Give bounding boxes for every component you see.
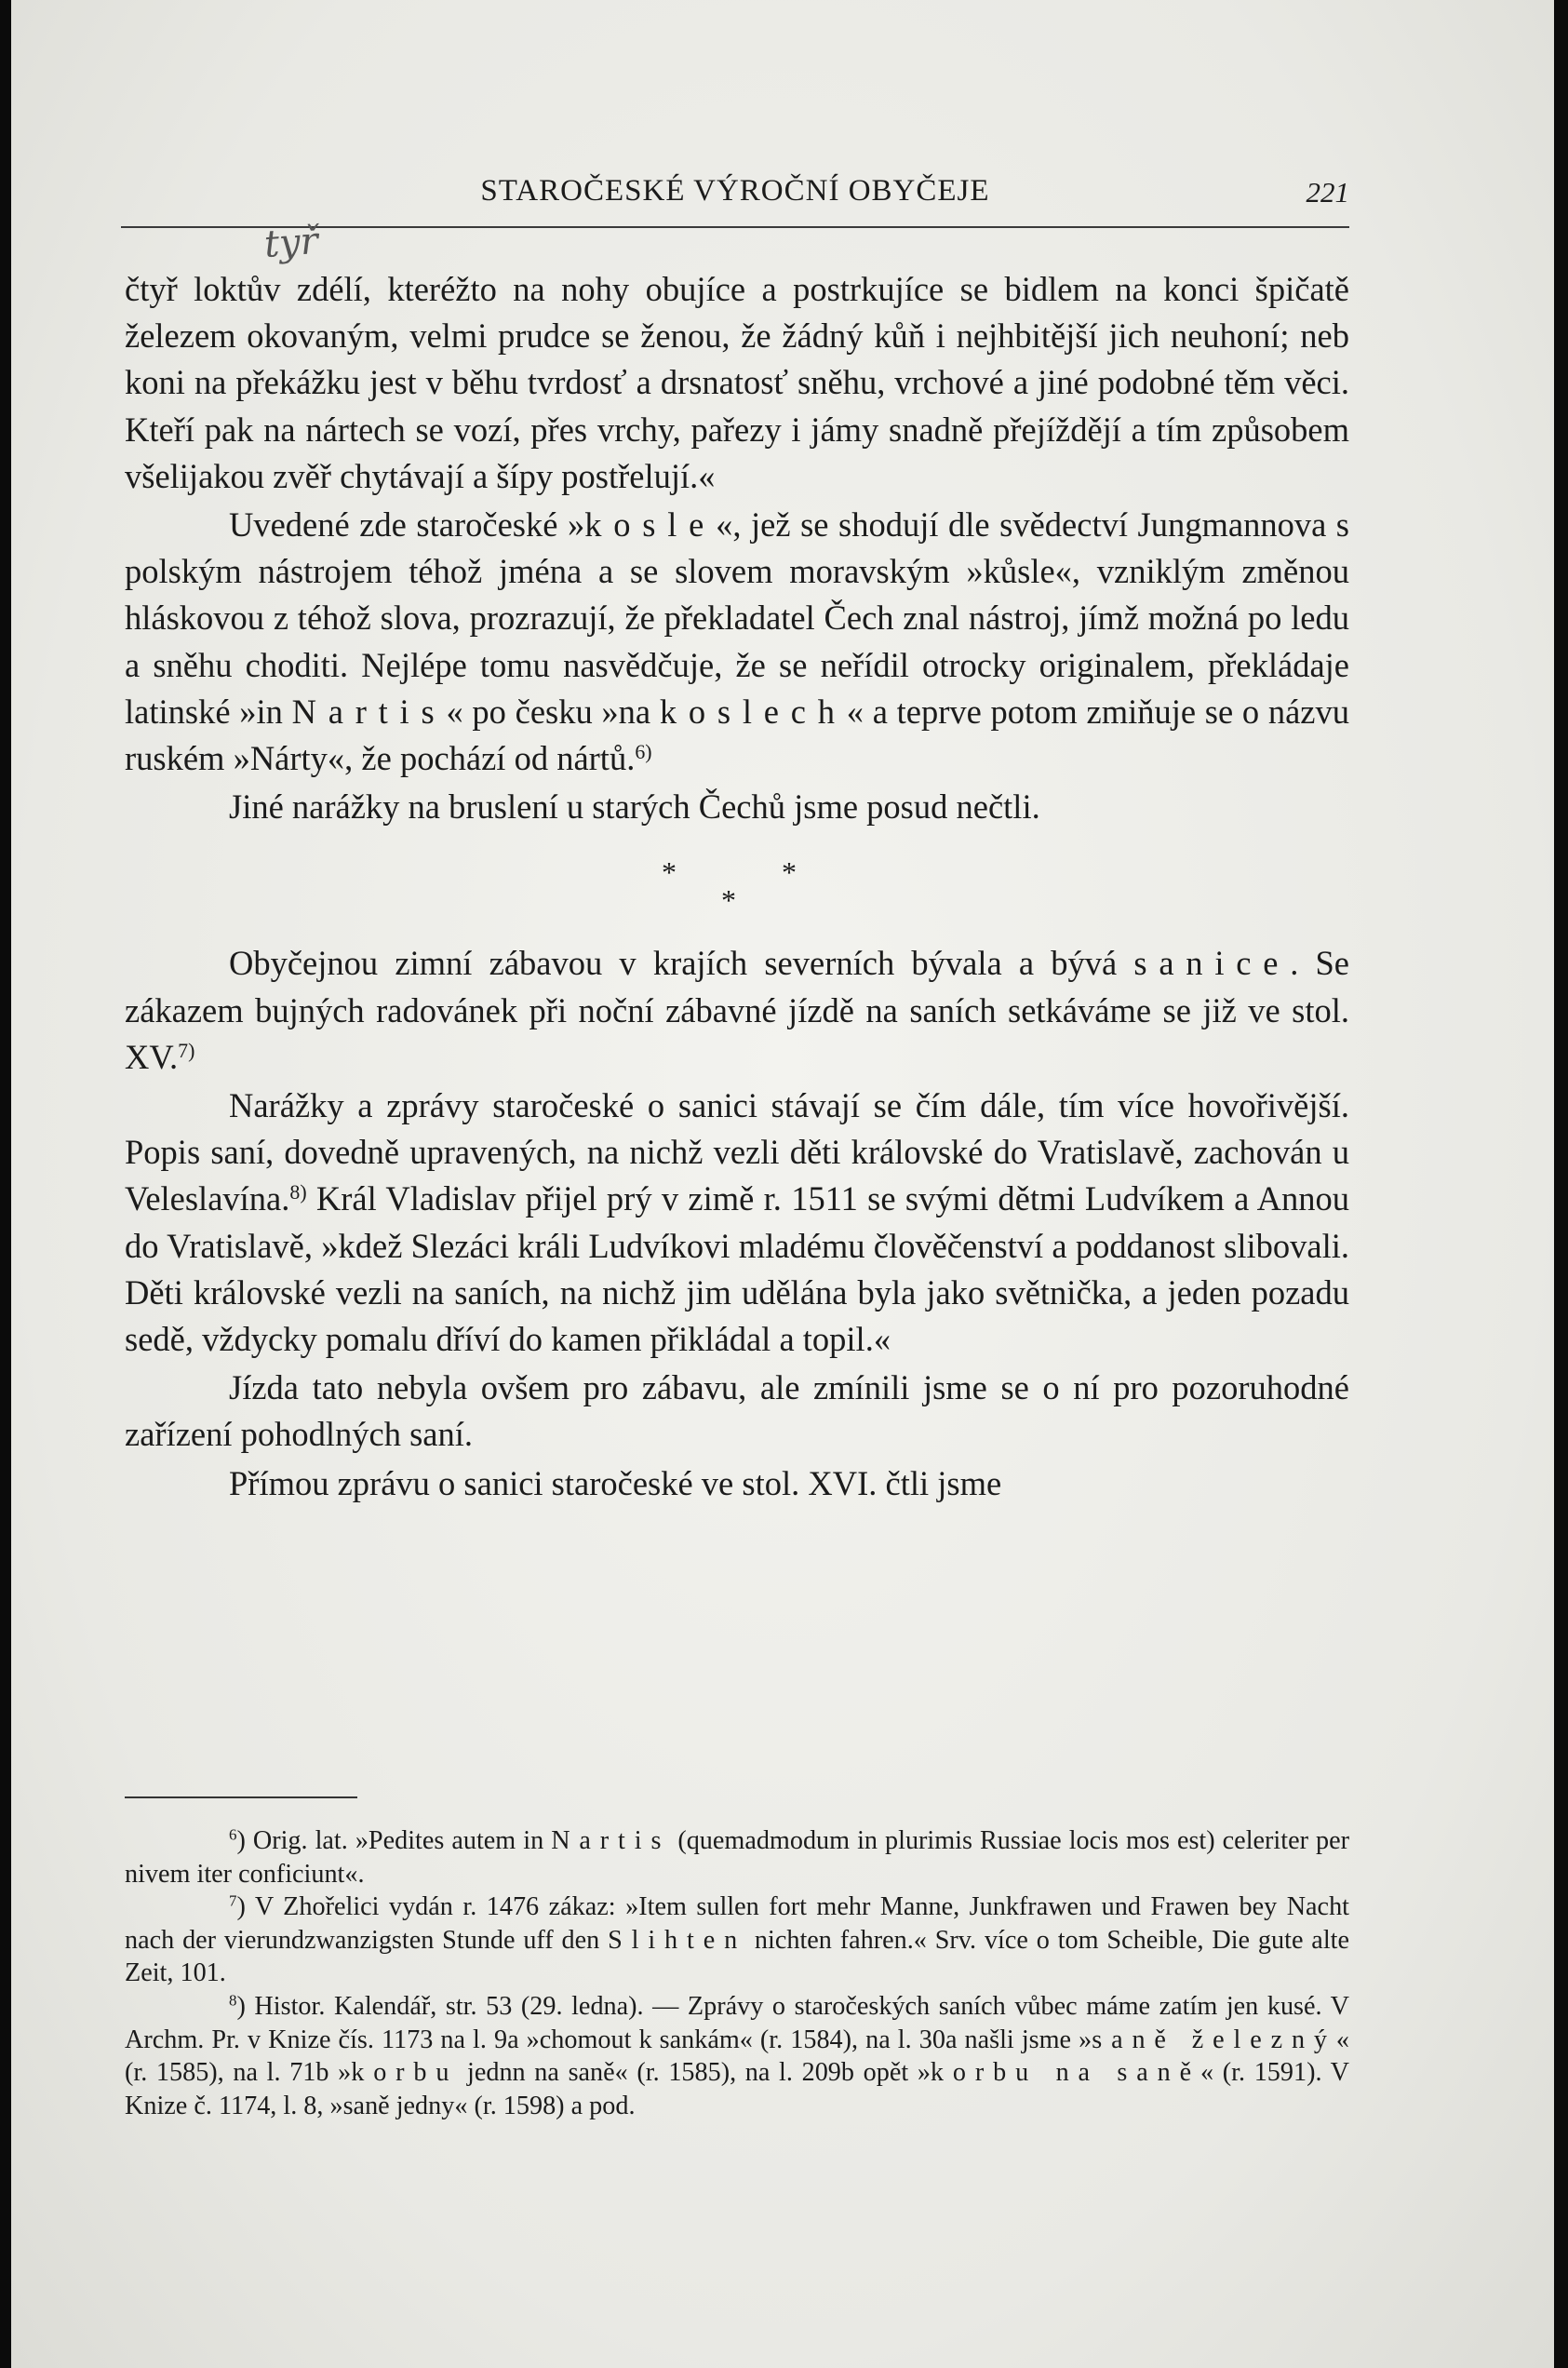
paragraph-3: Jiné narážky na bruslení u starých Čechů jsme posud nečtli. [229, 787, 1040, 827]
p2-text-c: «, jež se shodují dle svědectví Jungmannova s polským nástrojem téhož jména a se slovem moravským »kůsle«, vzniklým změnou hláskovou z téhož slova, prozrazují, že překladatel Čech znal nástroj, jímž možná po ledu a sněhu choditi. Nejlépe tomu nasvědčuje, že se neřídil otrocky originalem, překládaje latinské »in [125, 505, 1349, 731]
asterisk-right: * [782, 855, 797, 890]
p4-text-a: Obyčejnou zimní zábavou v krajích severních bývala a bývá [229, 944, 1134, 983]
paragraph-4 [125, 940, 1349, 1081]
paragraph-5 [125, 1083, 1349, 1363]
p2-text-a: Uvedené zde staročeské » [229, 505, 585, 545]
footnote-7-text-c: nichten fahren.« Srv. více o tom Scheible, Die gute alte Zeit, 101. [125, 1925, 1349, 1988]
footnotes [125, 1824, 1349, 2122]
p5-text-b: Král Vladislav přijel prý v zimě r. 1511 se svými dětmi Ludvíkem a Annou do Vratislavě, »kdež Slezáci králi Ludvíkovi mladému člověčenství a poddanost slibovali. Děti královské vezli na saních, na nichž jim udělána byla jako světnička, a jeden pozadu sedě, vždycky pomalu dříví do kamen přikládal a topil.« [125, 1179, 1349, 1359]
paragraph-2 [125, 502, 1349, 782]
footnote-ref-7-num: 7 [178, 1038, 189, 1062]
footnote-8-spaced-1: saně železný [1092, 2025, 1336, 2054]
p4-spaced-sanice: sanice [1133, 944, 1291, 983]
footnote-8-text-e: jednn na saně« (r. 1585), na l. 209b opět » [458, 2058, 931, 2088]
footnote-6-spaced: Nartis [551, 1826, 671, 1855]
footnote-8-spaced-3: korbu na saně [930, 2058, 1201, 2088]
pencil-annotation: tyř [262, 220, 320, 266]
footnote-ref-7: 7) [178, 1038, 195, 1062]
p2-spaced-kosle: kosle [584, 505, 717, 545]
running-title: STAROČESKÉ VÝROČNÍ OBYČEJE [480, 174, 990, 208]
paragraph-7: Přímou zprávu o sanici staročeské ve stol. XVI. čtli jsme [229, 1463, 1002, 1502]
footnote-6-text-c: (quemadmodum in plurimis Russiae locis mos est) celeriter per nivem iter conficiunt«. [125, 1826, 1349, 1889]
footnote-8-spaced-2: korbu [351, 2058, 459, 2088]
footnote-ref-8: 8) [289, 1180, 307, 1204]
book-page [11, 0, 1554, 2368]
asterisk-left: * [662, 855, 677, 890]
footnote-6-text-a: ) Orig. lat. »Pedites autem in [236, 1826, 552, 1855]
p2-text-e: « po česku »na [446, 692, 660, 731]
footnote-7 [125, 1890, 1349, 1990]
footnote-7-text-a: ) V Zhořelici vydán r. 1476 zákaz: »Item sullen fort mehr Manne, Junkfrawen und Frawen bey Nacht nach der vierundzwanzigsten Stunde uff den [125, 1892, 1349, 1955]
footnote-8 [125, 1990, 1349, 2122]
asterisk-bottom: * [721, 883, 736, 918]
main-text [125, 266, 1349, 1507]
page-number: 221 [1306, 176, 1349, 209]
paragraph-1: čtyř loktův zdélí, kteréžto na nohy obujíce a postrkujíce se bidlem na konci špičatě železem okovaným, velmi prudce se ženou, že žádný kůň i nejhbitější jich neuhoní; neb koni na překážku jest v běhu tvrdosť a drsnatosť sněhu, vrchové a jiné podobné těm věci. Kteří pak na nártech se vozí, přes vrchy, pařezy i jámy snadně přejíždějí a tím způsobem všelijakou zvěř chytávají a šípy postřelují.« [125, 270, 1349, 495]
footnote-7-num: 7 [229, 1891, 237, 1910]
footnote-ref-6: 6) [635, 740, 652, 763]
p5-text-a: Narážky a zprávy staročeské o sanici stávají se čím dále, tím více hovořivější. Popis saní, dovedně upravených, na nichž vezli děti královské do Vratislavě, zachován u Veleslavína. [125, 1086, 1349, 1218]
footnote-rule [125, 1796, 357, 1798]
footnote-8-text-a: ) Histor. Kalendář, str. 53 (29. ledna). — Zprávy o staročeských saních vůbec máme zatím jen kusé. V Archm. Pr. v Knize čís. 1173 na l. 9a »chomout k sankám« (r. 1584), na l. 30a našli jsme » [125, 1991, 1349, 2054]
footnote-ref-6-num: 6 [635, 740, 646, 763]
footnote-8-text-g: « (r. 1591). V Knize č. 1174, l. 8, »saně jedny« (r. 1598) a pod. [125, 2058, 1350, 2120]
footnote-8-num: 8 [229, 1991, 237, 2010]
p2-spaced-nartis: Nartis [291, 692, 447, 731]
footnote-7-spaced: Slihten [608, 1925, 747, 1955]
footnote-8-text-c: « (r. 1585), na l. 71b » [125, 2025, 1349, 2088]
p2-text-g: « a teprve potom zmiňuje se o názvu ruském »Nárty«, že pochází od nártů. [125, 692, 1350, 778]
p4-text-c: . Se zákazem bujných radovánek při noční zábavné jízdě na saních setkáváme se již ve stol. XV. [125, 944, 1350, 1076]
footnote-6 [125, 1824, 1349, 1890]
footnote-6-num: 6 [229, 1825, 237, 1844]
section-asterism [125, 830, 1349, 940]
footnote-ref-8-num: 8 [289, 1180, 301, 1204]
paragraph-6: Jízda tato nebyla ovšem pro zábavu, ale zmínili jsme se o ní pro pozoruhodné zařízení pohodlných saní. [125, 1368, 1349, 1454]
p2-spaced-koslech: koslech [659, 692, 847, 731]
